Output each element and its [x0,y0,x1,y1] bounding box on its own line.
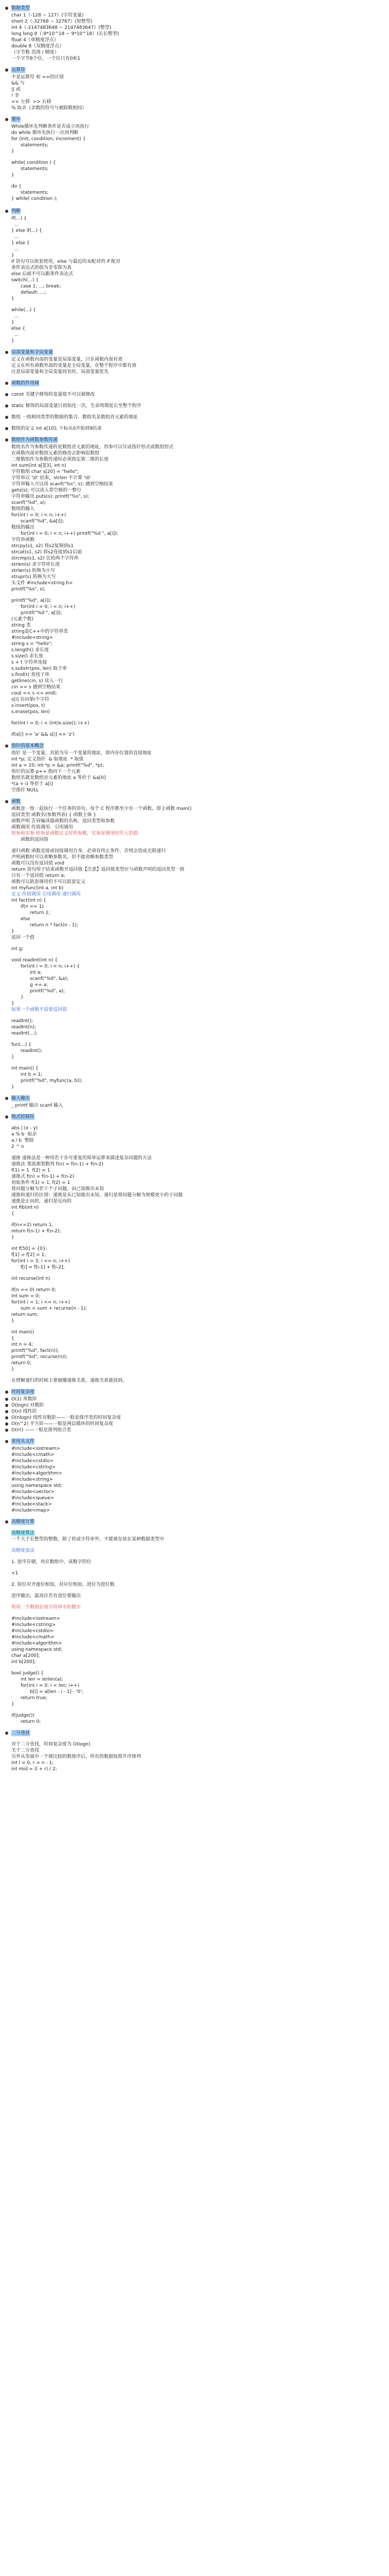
text-line: #include<vector> [11,1489,55,1495]
text-line: strupr(s) 转换为大写 [11,574,56,580]
text-line: } [11,1235,14,1240]
text-line: ... [11,332,19,337]
text-line: strcpy(s1, s2) 将s2复制到s1 [11,544,74,549]
text-line: } [11,1318,14,1324]
text-line: if(n == 1) [21,904,44,909]
text-line: 字符串以 '\0' 结束，strlen 不计算 '\0' [11,476,91,481]
text-line: for(int i = 0; i < n; i++) { [21,964,80,969]
list-bullet [5,1416,8,1419]
text-line: 循环 [11,117,21,122]
text-line: 指针的运算 p++ 指向下一个元素 [11,769,81,774]
text-line: (元素个数) [11,617,34,622]
text-line: 一个大于长整型的整数，除了转成字符串外，不能被存放在某种数据类型中 [11,1537,165,1542]
text-line: string s = "hello"; [11,641,52,647]
text-line: 1. 逆序存储，对应数组中，该数字的位 [11,1560,92,1565]
text-line: 另外从里面中一个被比较的数排序后，所有的数据按照升序排列 [11,1754,142,1759]
text-line: ! 非 [11,93,20,98]
text-line: s.insert(pos, t) [11,703,45,708]
text-line: 字符串输出 puts(s); printf("%s", s); [11,494,90,499]
text-line: 将问题分解为若干个子问题，由已知推出未知 [11,1187,104,1192]
text-line: static 修饰的局部变量只初始化一次，生命周期延长至整个程序 [11,403,142,409]
text-line: sum = sum + recurse(n - 1); [21,1306,87,1311]
text-line: scanf("%d", &a[i]); [21,519,64,524]
text-line: bool judge() { [11,1671,44,1676]
list-bullet [5,416,8,419]
text-line: _ printf 输出 scanf 输入 [11,1103,63,1108]
text-line: cin >> s 遇到空格结束 [11,685,61,690]
list-bullet [5,1391,8,1394]
text-line: #include<iostream> [11,1616,60,1621]
text-line: double 8（双精度浮点） [11,44,64,49]
text-line: do { [11,184,22,189]
text-line: 二维数组作为参数传递时必须指定第二维的长度 [11,457,109,462]
text-line: int *p; 定义指针 & 取地址 * 取值 [11,757,84,762]
list-bullet [5,1520,8,1523]
list-bullet [5,1732,8,1735]
list-bullet [5,1440,8,1443]
text-line: using namespace std; [11,1647,62,1652]
text-line: 格式控制符 [11,1114,35,1120]
text-line: } [11,1001,14,1006]
list-bullet [5,427,8,430]
text-line: 递推和递归的区别：递推是从已知推出未知，递归是将问题分解为规模更小的子问题 [11,1193,183,1198]
text-line: #include<cstring> [11,1465,56,1470]
text-line: return 0; [21,1719,41,1724]
text-line: 数组的输入 [11,506,35,512]
text-line: 函数可以嵌套调用但不可以嵌套定义 [11,879,86,885]
text-line: getline(cin, s) 读入一行 [11,679,63,684]
text-line: % 取余（余数的符号与被除数相同） [11,106,87,111]
text-line: 数组作为函数参数传递 [11,437,58,443]
text-line: 利用一个数组存放字符串中的数字 [11,1605,81,1610]
text-line: strcat(s1, s2) 将s2连接到s1后面 [11,550,82,555]
text-line: 声明函数时可以省略参数名，但不能省略参数类型 [11,855,114,860]
text-line: a / b 整除 [11,1138,34,1143]
list-bullet [5,1398,8,1401]
text-line: } [11,929,14,934]
text-line: 运算符 [11,67,26,73]
text-line: 返回一个值 [11,935,35,940]
text-line: printf("%d", myfunc(a, b)); [21,1078,83,1083]
text-line: if(n<=2) return 1; [11,1223,54,1228]
text-line: 条件表达式的值为非零即为真 [11,265,72,270]
text-line: } [11,1055,14,1060]
text-line: { [11,1336,14,1341]
text-line: int len = strlen(a); [21,1677,63,1682]
text-line: int 4（-2147483648 ~ 2147483647）(整型) [11,25,112,30]
text-line: while(...) { [11,308,36,313]
text-line: int sum(int a[][3], int n) [11,463,66,468]
text-line: int main() { [11,1066,39,1071]
text-line: int main() [11,1330,34,1335]
text-line: s.find(t) 查找子串 [11,672,50,677]
text-line: } [11,149,14,154]
text-line: b[i] = a[len - i - 1] - '0'; [30,1689,83,1694]
text-line: 注意局部变量和全局变量同名时，局部变量优先 [11,369,109,375]
text-line: *(a + i) 等价于 a[i] [11,782,53,787]
text-line: string 类 [11,623,31,628]
text-line: #include<cstdio> [11,1629,54,1634]
text-line: ... [11,222,19,227]
text-line: return sum; [11,1312,39,1317]
text-line: << 左移 >> 右移 [11,99,51,105]
text-line: printf("%d", fact(n)); [11,1348,59,1353]
text-line: #include<queue> [11,1496,55,1501]
text-line: 递归函数 函数直接或间接调用自身，必须有终止条件，否则会造成无限递归 [11,849,166,854]
text-line: statements; [21,166,49,172]
text-line: int g; [11,946,24,952]
text-line: || 或 [11,87,21,92]
text-line: 在理解递归的时候主要搞懂递推关系，递推关系能找到， [11,1378,128,1383]
text-line: 递推 递推法是一种用若干步可重复的简单运算来描述复杂问题的方法 [11,1156,152,1161]
text-line: #include<algorithm> [11,1641,62,1646]
text-line: 判断 [11,209,21,214]
text-line: readInt(); [21,1048,43,1054]
text-line: s.length() 求长度 [11,648,49,653]
list-bullet [5,69,8,72]
text-line: 函数的返回值 [21,837,49,842]
text-line: default: ...; [21,290,46,295]
text-line: 数组 一组相同类型的数据的集合，数组名是数组首元素的地址 [11,415,138,420]
text-line: else { [11,326,25,331]
list-bullet [5,118,8,121]
text-line: readInt(n); [11,1025,36,1030]
text-line: void readInt(int n) { [11,958,58,963]
text-line: 数据类型 [11,6,30,11]
text-line: #include<string> [11,1477,54,1482]
text-line: 高精度计算 [11,1519,35,1524]
text-line: int b[200]; [11,1659,36,1665]
list-bullet [5,744,8,748]
text-line: switch(...) { [11,278,39,283]
list-bullet [5,7,8,10]
text-line: strlwr(s) 转换为小写 [11,568,56,573]
text-line: for(int i = 3; i <= n; i++) [11,1259,70,1264]
text-line: 初始条件 f(1) = 1, f(2) = 1 [11,1180,70,1185]
text-line: 递推式 f(n) = f(n-1) + f(n-2) [11,1174,75,1179]
text-line: } [11,338,14,344]
text-line: 递推是正向的，递归是反向的 [11,1199,72,1204]
text-line: #include<cstring> [11,1622,56,1628]
text-line: While循环先判断条件是否成立再执行 [11,124,90,129]
text-line: int a; [30,970,42,975]
text-line: { [11,1211,14,1216]
text-line: 关于二分查找 [11,1748,40,1753]
text-line: 指针 是一个变量，其值为另一个变量的地址，即内存位置的直接地址 [11,751,152,756]
text-line: s[i] 访问第i个字符 [11,697,49,702]
text-line: s.substr(pos, len) 取子串 [11,666,67,671]
text-line: for(int i = 0; i < n; i++) [11,513,66,518]
text-line: s.size() 求长度 [11,654,43,659]
text-line: #include<string> [11,635,54,640]
text-line: } [11,296,14,301]
list-bullet [5,438,8,442]
text-line: 对于二分查找，时间复杂度为 O(logn) [11,1742,91,1747]
text-line: O(n!) ——一般是排列组合类 [11,1428,72,1433]
text-line: abs | (x - y) [11,1126,38,1131]
text-line: 函数 [11,799,21,804]
text-line: ... [11,247,19,252]
text-line: scanf("%d", &a); [30,976,68,981]
text-line: return 0; [11,1361,32,1366]
list-bullet [5,1097,8,1100]
text-line: int recurse(int n) [11,1276,50,1281]
text-line: O(1) 常数阶 [11,1397,37,1402]
text-line: fun(...) { [11,1042,31,1047]
text-line: statements; [21,190,49,195]
text-line: 时间复杂度 [11,1389,35,1395]
text-line: 高精度算法 [11,1531,35,1536]
text-line: 定义 传值调用 引用调用 递归调用 [11,892,81,897]
text-line: ... [11,234,19,240]
text-line: for(int i = 0; i < n; i++) [21,604,76,609]
text-line: float 4（单精度浮点） [11,38,59,43]
text-line: O(logn) 对数阶 [11,1403,44,1408]
text-line: 输入输出 [11,1096,30,1101]
text-line: else [21,917,30,922]
text-line: using namespace std; [11,1483,62,1488]
text-line: 字符串输入可以用 scanf("%s", s); 遇到空格结束 [11,482,113,487]
text-line: +1 [11,1571,19,1576]
text-line: if(n == 0) return 0; [11,1287,56,1293]
text-line: short 2（-32768 ~ 32767）(短整型) [11,19,93,24]
text-line: if(s[i] >= 'a' && s[i] <= 'z') [11,732,75,737]
text-line: 数组的输出 [11,525,35,530]
text-line: 定义在所有函数外部的变量是全局变量，在整个程序中都有效 [11,363,137,368]
text-line: int mid = (l + r) / 2; [11,1767,57,1772]
text-line: char 1（-128 ~ 127）(字符变量) [11,13,84,18]
list-bullet [5,800,8,803]
text-line: 2 ^ n [11,1144,24,1149]
text-line: if(...) { [11,216,27,221]
text-line: 函数的作用域 [11,381,40,386]
text-line: printf("%d", a); [30,989,65,994]
text-line: char a[200]; [11,1653,40,1658]
text-line: 只有一个返回值 return a; [11,873,65,878]
text-line: } [11,253,14,258]
text-line: do while 循环先执行一次再判断 [11,130,79,135]
text-line: 局部变量和全局变量 [11,350,54,355]
text-line: 常用头文件 [11,1439,35,1444]
text-line: 数组的定义 int a[10]; 下标从0开始到9结束 [11,426,102,431]
text-line: 如果一个函数不需要返回值 [11,1007,67,1012]
text-line: } [21,995,24,1000]
text-line: f(1) = 1 f(2) = 1 [11,1168,50,1173]
text-line: 头文件 #include<string.h> [11,581,73,586]
text-line: s + t 字符串连接 [11,660,47,665]
text-line: scanf("%d", a); [11,500,46,505]
text-line: return true; [21,1696,47,1701]
text-line: O(n) 线性阶 [11,1409,37,1414]
text-line: 高精度加法 [11,1548,35,1553]
text-line: return f(n-1) + f(n-2); [11,1229,61,1234]
text-line: O(n^2) 平方阶——一般是两层循环的时间复杂度 [11,1421,113,1427]
text-line: } [11,1084,14,1090]
text-line: s.erase(pos, len) [11,709,50,715]
text-line: 指针的基本概念 [11,743,44,749]
text-line: int b = 1; [21,1072,43,1077]
text-line: f[1] = f[2] = 1; [11,1252,46,1258]
text-line: O(nlogn) 线性对数阶——一般是排序类的时间复杂度 [11,1415,121,1420]
text-line: int f[50] = {0}; [11,1246,47,1251]
text-line: int a = 10; int *p = &a; printf("%d", *p); [11,763,104,768]
text-line: 空指针 NULL [11,788,39,793]
text-line: 函数可以没有返回值 void [11,861,64,866]
text-line: #include<iostream> [11,1446,60,1451]
text-line: a % b 取余 [11,1132,37,1137]
text-line: printf("%d ", a[i]); [21,611,62,616]
text-line: int myfunc(int a, int b) [11,886,64,891]
text-line: #include<stack> [11,1502,52,1507]
text-line: && 与 [11,81,25,86]
text-line: } else if(...) { [11,228,42,233]
text-line: 函数是一组一起执行一个任务的语句，每个 C 程序都至少有一个函数，即主函数 main() [11,806,192,811]
text-line: gets(s); 可以读入带空格的一整行 [11,488,82,493]
text-line: 返回类型 函数名(参数列表) { 函数主体 } [11,812,96,818]
text-line: 字符数组 char s[20] = "hello"; [11,469,79,474]
text-line: if 语句可以嵌套使用，else 与最近的未配对的 if 配对 [11,259,121,264]
text-line: 数组名就是数组首元素的地址 a 等价于 &a[0] [11,775,106,781]
text-line: g += a; [30,982,48,988]
text-line: printf("%d", a[i]); [11,598,51,603]
text-line: 二分查找 [11,1731,30,1736]
text-line: #include<cmath> [11,1635,55,1640]
text-line: #include<algorithm> [11,1471,62,1476]
text-line: string是C++中的字符串类 [11,629,68,634]
text-line: statements; [21,143,49,148]
text-line: 逆序输出，最高位若有进位要输出 [11,1594,81,1599]
text-line: #include<cstdio> [11,1459,54,1464]
text-line: readInt(...); [11,1031,38,1036]
text-line: 数组名作为参数传递的是数组首元素的地址，形参可以写成指针形式或数组形式 [11,445,174,450]
text-line: ... [11,314,19,319]
list-bullet [5,1422,8,1426]
text-line: for(int i = 1; i <= n; i++) [11,1300,70,1305]
text-line: 一个字节8个位，一个位只有0和1 [11,56,81,61]
text-line: } [11,1702,14,1707]
text-line: int fib(int n) [11,1205,39,1210]
text-line: int sum = 0; [11,1294,40,1299]
list-bullet [5,1410,8,1413]
text-line: } while( condition ); [11,196,58,201]
text-line: return 1; [30,910,50,916]
list-bullet [5,393,8,396]
text-line: 函数声明 告诉编译器函数的名称、返回类型和参数 [11,819,115,824]
list-bullet [5,351,8,354]
text-line: if(judge()) [11,1713,34,1718]
text-line: } [11,1367,14,1372]
text-line: } else { [11,241,30,246]
text-line: return n * fact(n - 1); [30,923,78,928]
list-bullet [5,1115,8,1118]
text-line: int n = 4; [11,1342,33,1347]
text-line: int l = 0, r = n - 1; [11,1760,54,1766]
text-line: 函数调用 传值调用、引用调用 [11,825,73,830]
text-line: int fact(int n) { [11,898,46,903]
text-line: for(int i = 0; i < (int)s.size(); i++) [11,721,90,726]
text-line: while( condition ) { [11,160,56,165]
text-line: cout << s << endl; [11,691,57,696]
text-line: 形参和实参 形参是函数定义时的参数，实参是调用时传入的值 [11,831,138,836]
text-line: case 1: ...; break; [21,284,61,289]
text-line: f[i] = f[i-1] + f[i-2]; [21,1265,65,1270]
list-bullet [5,382,8,385]
text-line: strcmp(s1, s2) 比较两个字符串 [11,556,79,561]
list-bullet [5,1404,8,1407]
text-line: 定义在函数内部的变量是局部变量，只在函数内部有效 [11,357,123,362]
text-line: printf("%d", recurse(n)); [11,1354,67,1360]
text-line: readInt(); [11,1019,33,1024]
text-line: 2. 按位对齐逐位相加，对应位相加，进位为进位数 [11,1582,115,1587]
text-line: return 语句用于结束函数并返回值【注意】返回值类型应与函数声明的返回类型一致 [11,867,185,872]
list-bullet [5,210,8,213]
text-line: （字节数 范围 / 精度） [11,50,59,55]
list-bullet [5,404,8,408]
text-line: 在函数内部对数组元素的修改会影响原数组 [11,451,100,456]
text-line: printf("%s", s); [11,587,46,592]
text-line: } [11,320,14,325]
text-line: for(int i = 0; i < len; i++) [21,1683,80,1688]
text-line: strlen(s) 求字符串长度 [11,562,60,567]
list-bullet [5,1429,8,1432]
text-line: #include<cmath> [11,1452,55,1458]
text-line: for(int i = 0; i < n; i++) printf("%d ", a[i]); [21,531,118,536]
text-line: 递推法 斐波那契数列 f(n) = f(n-1) + f(n-2) [11,1162,103,1167]
text-line: 字符串函数 [11,537,35,543]
text-line: for (init; condition; increment) { [11,137,86,142]
text-line: } [11,173,14,178]
text-line: long long 8（-9*10^18 ~ 9*10^18）(长长整型) [11,31,119,37]
text-line: 不是运算符 和 ==的区别 [11,75,64,80]
text-line: else 后面不可以跟条件表达式 [11,272,74,277]
text-line: #include<map> [11,1508,50,1513]
text-line: const 关键字修饰的变量值不可以被修改 [11,392,95,397]
